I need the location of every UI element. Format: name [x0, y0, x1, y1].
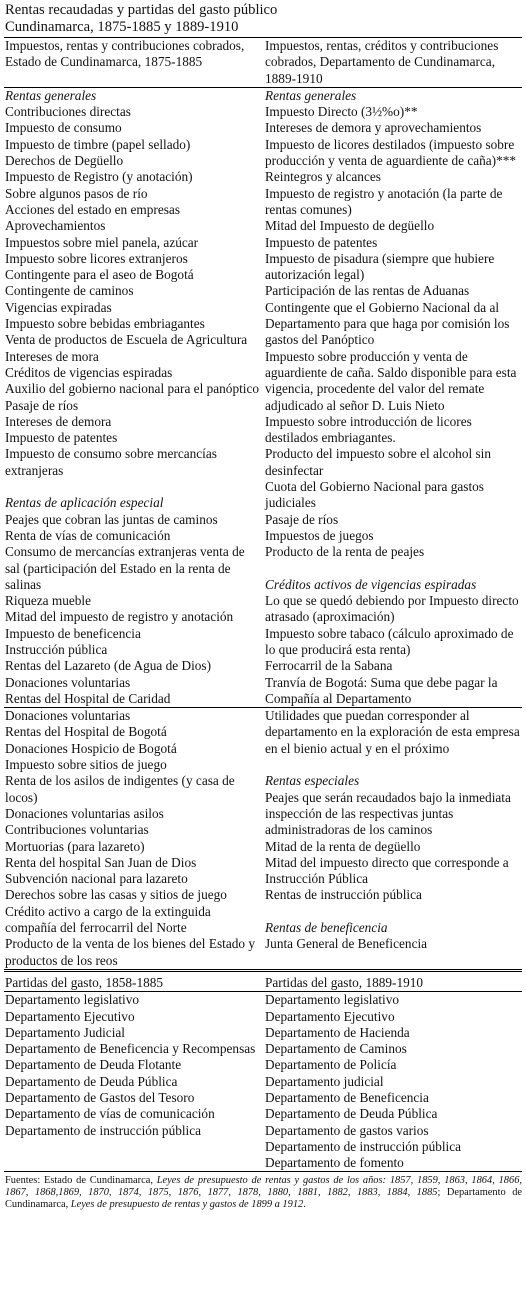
gastos-right-column [261, 992, 522, 1172]
revenue-left-section-heading: Rentas de aplicación especial [5, 495, 164, 511]
gastos-left-column [4, 992, 261, 1172]
block1-left-column [4, 87, 261, 707]
revenue-right-item: Producto de la renta de peajes [265, 544, 425, 560]
revenue-left-item: Aprovechamientos [5, 218, 106, 234]
revenue-left-item: Derechos sobre las casas y sitios de juego [5, 887, 227, 903]
revenue-left-section-heading: Rentas generales [5, 87, 97, 103]
revenue-right-item: Producto del impuesto sobre el alcohol sin desinfectar [265, 446, 492, 478]
expense-right-item: Departamento de gastos varios [265, 1122, 429, 1138]
revenue-right-item: Reintegros y alcances [265, 169, 381, 185]
revenue-left-item: Donaciones Hospicio de Bogotá [5, 740, 177, 756]
revenue-expense-table [4, 37, 522, 1172]
revenue-left-item: Renta de vías de comunicación [5, 527, 171, 543]
revenue-left-item: Impuesto de patentes [5, 430, 118, 446]
revenue-left-item: Contingente para el aseo de Bogotá [5, 267, 194, 283]
revenue-left-item: Contingente de caminos [5, 283, 134, 299]
footnote-mid: ; Departamento de Cundinamarca, [5, 1187, 522, 1210]
revenue-right-item: Junta General de Beneficencia [265, 936, 428, 952]
revenue-left-item: Donaciones voluntarias asilos [5, 805, 164, 821]
revenue-right-spacer [265, 757, 522, 773]
revenue-right-spacer [265, 561, 522, 577]
revenue-right-spacer [265, 904, 522, 920]
block2-left-column [4, 708, 261, 971]
revenue-right-item: Intereses de demora y aprovechamientos [265, 120, 482, 136]
expense-right-item: Departamento de Beneficencia [265, 1090, 429, 1105]
footnote-end: . [303, 1198, 306, 1210]
expense-right-item: Departamento de Policía [265, 1057, 397, 1073]
revenue-right-item: Mitad del impuesto directo que corresponde a Instrucción Pública [265, 854, 509, 887]
revenue-left-item: Contribuciones directas [5, 104, 131, 120]
revenue-right-item: Mitad de la renta de degüello [265, 838, 421, 854]
revenue-right-item: Peajes que serán recaudados bajo la inmediata inspección de las respectivas juntas administradoras de los caminos [265, 789, 511, 838]
expense-left-item: Departamento de Gastos del Tesoro [5, 1090, 195, 1105]
revenue-left-item: Impuesto de beneficencia [5, 625, 141, 641]
revenue-right-item: Ferrocarril de la Sabana [265, 658, 393, 674]
revenue-left-item: Vigencias expiradas [5, 299, 112, 315]
expense-left-item: Departamento legislativo [5, 992, 140, 1008]
revenue-right-item: Utilidades que puedan corresponder al departamento en la exploración de esta empresa en el bienio actual y en el próximo [265, 708, 520, 756]
revenue-left-item: Rentas del Hospital de Bogotá [5, 724, 167, 740]
revenue-right-section-heading: Rentas generales [265, 87, 357, 103]
expense-right-item: Departamento de fomento [265, 1155, 404, 1171]
revenue-right-item: Impuesto Directo (3½%o)** [265, 104, 418, 120]
footnote-years: 1857, 1859, 1863, 1864, 1866, 1867, 1868,1869, 1870, 1874, 1875, 1876, 1877, 1878, 1880, 1881, 1882, 1883, 1884, 1885 [5, 1175, 522, 1199]
revenue-right-item: Mitad del Impuesto de degüello [265, 218, 435, 234]
revenue-right-section-heading: Rentas de beneficencia [265, 920, 388, 936]
revenue-left-item: Intereses de mora [5, 348, 99, 364]
revenue-left-item: Impuesto de consumo sobre mercancías extranjeras [5, 446, 217, 478]
expense-right-item: Departamento de Deuda Pública [265, 1106, 438, 1122]
gastos-header-row [4, 970, 522, 991]
revenue-right-section-heading: Créditos activos de vigencias espiradas [265, 576, 477, 592]
expense-right-item: Departamento de instrucción pública [265, 1138, 462, 1154]
revenue-left-item: Rentas del Lazareto (de Agua de Dios) [5, 658, 212, 674]
table-header-row [4, 38, 522, 88]
revenue-right-item: Impuestos de juegos [265, 527, 374, 543]
revenue-left-item: Renta de los asilos de indigentes (y casa de locos) [5, 773, 235, 805]
expense-right-item: Departamento judicial [265, 1073, 384, 1089]
revenue-left-item: Acciones del estado en empresas [5, 201, 181, 217]
expense-left-item: Departamento Judicial [5, 1024, 125, 1040]
expense-left-item: Departamento de vías de comunicación [5, 1106, 215, 1122]
revenue-left-item: Impuesto sobre licores extranjeros [5, 250, 188, 266]
revenue-right-item: Cuota del Gobierno Nacional para gastos judiciales [265, 479, 484, 511]
revenue-left-item: Intereses de demora [5, 413, 112, 429]
revenue-left-item: Impuesto sobre sitios de juego [5, 757, 167, 773]
revenue-right-item: Impuesto de patentes [265, 234, 378, 250]
revenue-right-item: Pasaje de ríos [265, 511, 339, 527]
block1-right-column [261, 87, 522, 707]
revenue-right-item: Contingente que el Gobierno Nacional da al Departamento para que haga por comisión los gastos del Panóptico [265, 299, 510, 348]
revenue-left-item: Donaciones voluntarias [5, 708, 131, 724]
title-line-1: Rentas recaudadas y partidas del gasto público [5, 2, 278, 18]
block2-row [4, 708, 522, 971]
revenue-right-item: Rentas de instrucción pública [265, 887, 422, 903]
revenue-left-item: Subvención nacional para lazareto [5, 871, 188, 887]
revenue-left-item: Donaciones voluntarias [5, 674, 131, 690]
header-left: Impuestos, rentas y contribuciones cobrados, Estado de Cundinamarca, 1875-1885 [4, 38, 261, 88]
revenue-right-item: Impuesto sobre producción y venta de aguardiente de caña. Saldo disponible para esta vigencia, procedente del valor del remate adjudicado al señor D. Luis Nieto [265, 348, 517, 413]
expense-right-item: Departamento Ejecutivo [265, 1008, 395, 1024]
revenue-left-item: Mortuorias (para lazareto) [5, 838, 145, 854]
revenue-right-item: Impuesto sobre introducción de licores destilados embriagantes. [265, 413, 472, 446]
revenue-left-item: Instrucción pública [5, 641, 108, 657]
revenue-right-item: Impuesto de licores destilados (impuesto sobre producción y venta de aguardiente de caña)*** [265, 136, 517, 169]
revenue-left-item: Consumo de mercancías extranjeras venta de sal (participación del Estado en la renta de salinas [5, 544, 245, 592]
revenue-left-item: Impuesto de consumo [5, 120, 122, 136]
revenue-left-item: Impuesto de timbre (papel sellado) [5, 136, 191, 152]
revenue-left-item: Derechos de Degüello [5, 153, 124, 169]
block1-row [4, 87, 522, 707]
revenue-right-item: Lo que se quedó debiendo por Impuesto directo atrasado (aproximación) [265, 593, 519, 625]
revenue-left-item: Peajes que cobran las juntas de caminos [5, 511, 218, 527]
expense-right-item: Departamento de Hacienda [265, 1024, 410, 1040]
revenue-left-item: Créditos de vigencias espiradas [5, 364, 173, 380]
gastos-header-left: Partidas del gasto, 1858-1885 [4, 970, 261, 991]
expense-left-item: Departamento de Deuda Pública [5, 1073, 178, 1089]
revenue-right-section-heading: Rentas especiales [265, 773, 360, 789]
revenue-left-item: Venta de productos de Escuela de Agricultura [5, 332, 248, 348]
revenue-left-item: Sobre algunos pasos de río [5, 185, 148, 201]
revenue-right-item: Impuesto de pisadura (siempre que hubiere autorización legal) [265, 250, 495, 283]
expense-right-item: Departamento legislativo [265, 992, 400, 1008]
footnote-prefix: Fuentes: Estado de Cundinamarca, [5, 1175, 157, 1187]
revenue-left-item: Contribuciones voluntarias [5, 822, 149, 838]
expense-left-item: Departamento de instrucción pública [5, 1122, 202, 1138]
sources-footnote [4, 1175, 522, 1210]
expense-left-item: Departamento de Deuda Flotante [5, 1057, 182, 1073]
gastos-row [4, 992, 522, 1172]
revenue-left-item: Impuesto de Registro (y anotación) [5, 169, 193, 185]
revenue-left-item: Riqueza mueble [5, 593, 92, 609]
expense-left-item: Departamento Ejecutivo [5, 1008, 135, 1024]
revenue-left-item: Mitad del impuesto de registro y anotación [5, 609, 234, 625]
expense-right-item: Departamento de Caminos [265, 1041, 407, 1057]
revenue-left-spacer [5, 479, 261, 495]
revenue-right-item: Impuesto sobre tabaco (cálculo aproximado de lo que producirá esta renta) [265, 625, 514, 657]
revenue-right-item: Participación de las rentas de Aduanas [265, 283, 470, 299]
title-line-2: Cundinamarca, 1875-1885 y 1889-1910 [5, 18, 239, 35]
revenue-left-item: Renta del hospital San Juan de Dios [5, 854, 197, 870]
revenue-left-item: Impuesto sobre bebidas embriagantes [5, 316, 205, 332]
revenue-right-item: Tranvía de Bogotá: Suma que debe pagar la Compañía al Departamento [265, 674, 498, 706]
footnote-title-2: Leyes de presupuesto de rentas y gastos de 1899 a 1912 [70, 1198, 304, 1210]
expense-left-item: Departamento de Beneficencia y Recompensas [5, 1041, 256, 1057]
revenue-right-item: Impuesto de registro y anotación (la parte de rentas comunes) [265, 185, 503, 217]
revenue-left-item: Auxilio del gobierno nacional para el panóptico [5, 381, 260, 397]
revenue-left-item: Producto de la venta de los bienes del Estado y productos de los reos [5, 936, 255, 968]
table-title [4, 2, 522, 35]
revenue-left-item: Crédito activo a cargo de la extinguida compañía del ferrocarril del Norte [5, 903, 211, 936]
footnote-title-1: Leyes de presupuesto de rentas y gastos de los años: [156, 1175, 390, 1187]
revenue-left-item: Pasaje de ríos [5, 397, 79, 413]
header-right: Impuestos, rentas, créditos y contribuciones cobrados, Departamento de Cundinamarca, 1889-1910 [261, 38, 522, 88]
block2-right-column [261, 708, 522, 971]
gastos-header-right: Partidas del gasto, 1889-1910 [261, 970, 522, 991]
revenue-left-item: Rentas del Hospital de Caridad [5, 690, 171, 706]
revenue-left-item: Impuestos sobre miel panela, azúcar [5, 234, 199, 250]
